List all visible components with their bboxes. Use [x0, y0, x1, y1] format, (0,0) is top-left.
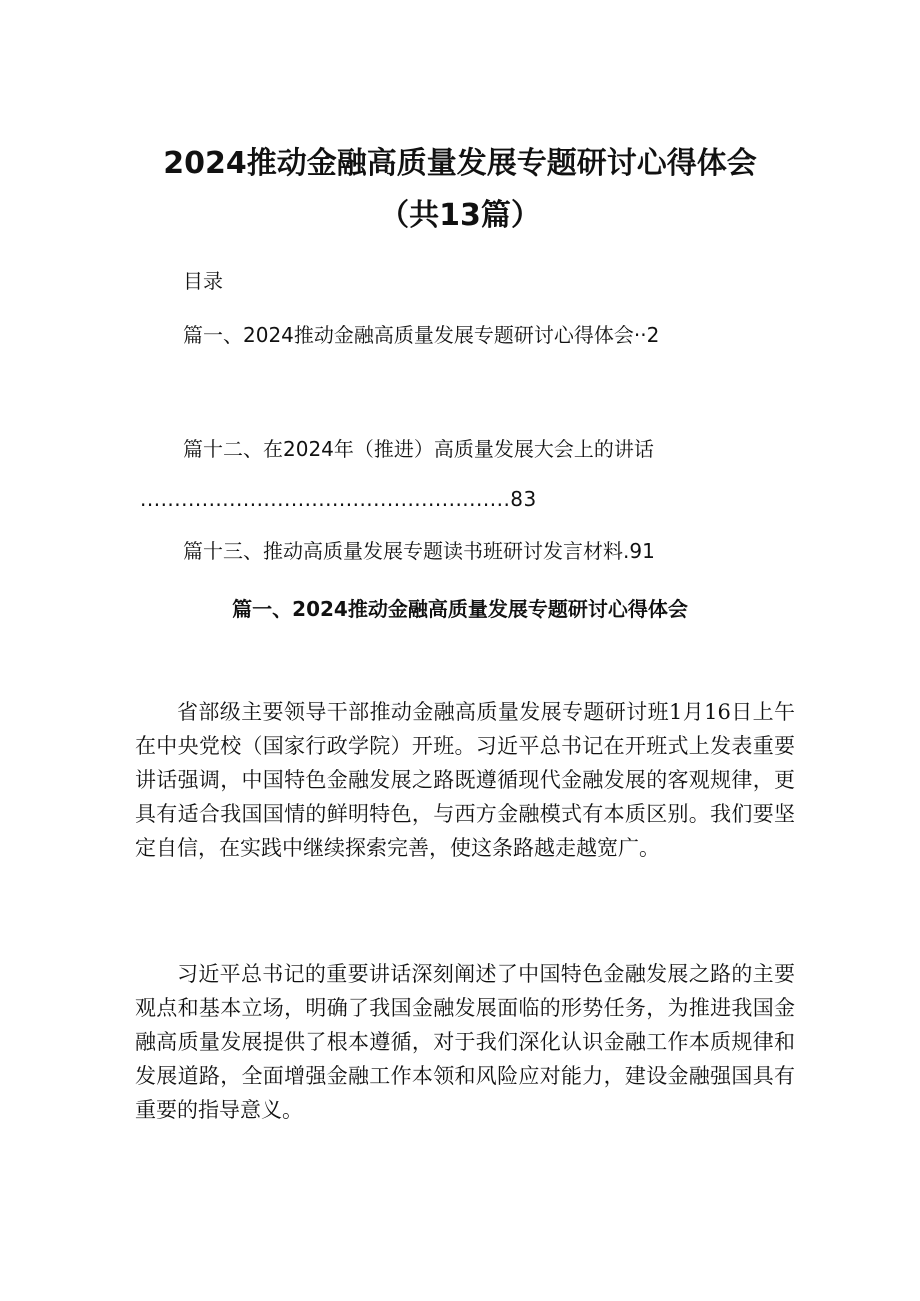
toc-entry-12[interactable]: 篇十二、在2024年（推进）高质量发展大会上的讲话: [183, 437, 654, 461]
toc-heading: 目录: [183, 269, 223, 293]
toc-entry-12-leader: ......................................................83: [140, 487, 537, 511]
body-paragraph-2: 习近平总书记的重要讲话深刻阐述了中国特色金融发展之路的主要观点和基本立场，明确了我国金融发展面临的形势任务，为推进我国金融高质量发展提供了根本遵循，对于我们深化认识金融工作本质规律和发展道路，全面增强金融工作本领和风险应对能力，建设金融强国具有重要的指导意义。: [135, 962, 795, 1122]
toc-entry-13[interactable]: 篇十三、推动高质量发展专题读书班研讨发言材料.91: [183, 539, 655, 563]
section-heading: 篇一、2024推动金融高质量发展专题研讨心得体会: [232, 597, 688, 621]
toc-entry-1[interactable]: 篇一、2024推动金融高质量发展专题研讨心得体会··2: [183, 323, 660, 347]
body-paragraph-1: 省部级主要领导干部推动金融高质量发展专题研讨班1月16日上午在中央党校（国家行政学院）开班。习近平总书记在开班式上发表重要讲话强调，中国特色金融发展之路既遵循现代金融发展的客观规律，更具有适合我国国情的鲜明特色，与西方金融模式有本质区别。我们要坚定自信，在实践中继续探索完善，使这条路越走越宽广。: [135, 700, 795, 860]
document-title: 2024推动金融高质量发展专题研讨心得体会（共13篇）: [163, 146, 757, 233]
